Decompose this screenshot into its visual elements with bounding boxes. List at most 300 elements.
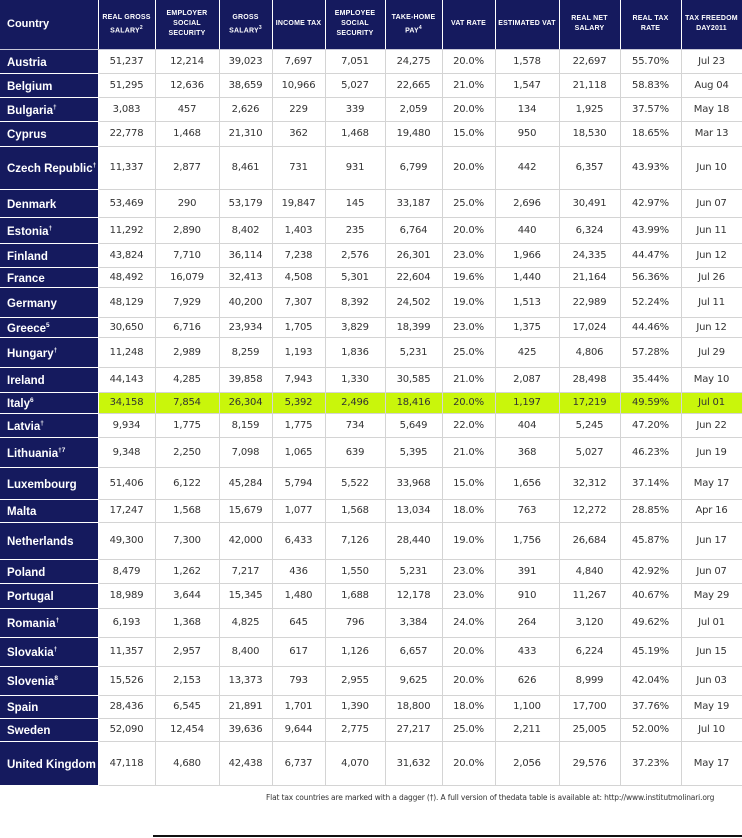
value-cell: 6,122 [155,467,219,499]
value-cell: 20.0% [442,49,495,73]
country-cell [0,637,98,666]
value-cell: 39,858 [219,367,272,392]
value-cell: 8,159 [219,413,272,437]
value-cell: 5,245 [559,413,620,437]
footnote-marker: † [53,346,58,354]
country-cell [0,583,98,608]
value-cell: 264 [495,608,559,637]
value-cell: Jun 22 [681,413,742,437]
value-cell: 11,292 [98,217,155,243]
value-cell: 31,632 [385,741,442,785]
value-cell: 18,399 [385,317,442,337]
value-cell: 8,479 [98,559,155,583]
value-cell: 22,665 [385,73,442,97]
value-cell: 25.0% [442,189,495,217]
value-cell: 32,413 [219,267,272,287]
value-cell: 42,000 [219,522,272,559]
value-cell: 12,636 [155,73,219,97]
value-cell: 18.0% [442,499,495,522]
value-cell: 26,684 [559,522,620,559]
country-name: Czech Republic [7,162,93,175]
value-cell: 26,304 [219,392,272,413]
footnote-marker: †7 [58,446,66,454]
value-cell: 23,934 [219,317,272,337]
value-cell: 44.46% [620,317,681,337]
value-cell: 7,943 [272,367,325,392]
country-cell [0,121,98,146]
country-cell [0,243,98,267]
value-cell: 19.0% [442,522,495,559]
value-cell: 24,275 [385,49,442,73]
value-cell: 425 [495,337,559,367]
value-cell: 45.87% [620,522,681,559]
value-cell: 6,545 [155,695,219,718]
country-name: Ireland [7,374,45,387]
value-cell: 1,568 [325,499,385,522]
value-cell: 6,193 [98,608,155,637]
value-cell: 8,392 [325,287,385,317]
footnote-marker: 6 [30,397,34,405]
value-cell: 42.97% [620,189,681,217]
country-cell [0,437,98,467]
value-cell: 4,806 [559,337,620,367]
column-header-employee-social-security: EMPLOYEE SOCIAL SECURITY [325,0,385,49]
value-cell: 2,955 [325,666,385,695]
value-cell: 1,925 [559,97,620,121]
value-cell: 20.0% [442,666,495,695]
value-cell: 7,098 [219,437,272,467]
value-cell: 17,700 [559,695,620,718]
value-cell: 53,469 [98,189,155,217]
value-cell: 4,840 [559,559,620,583]
value-cell: May 10 [681,367,742,392]
value-cell: 796 [325,608,385,637]
country-cell [0,413,98,437]
country-cell [0,337,98,367]
value-cell: Mar 13 [681,121,742,146]
value-cell: 617 [272,637,325,666]
table-row [0,718,742,741]
table-row [0,49,742,73]
value-cell: 7,697 [272,49,325,73]
value-cell: 4,825 [219,608,272,637]
value-cell: 1,701 [272,695,325,718]
value-cell: 368 [495,437,559,467]
value-cell: 20.0% [442,392,495,413]
value-cell: 5,649 [385,413,442,437]
value-cell: 43,824 [98,243,155,267]
value-cell: 910 [495,583,559,608]
value-cell: 19.0% [442,287,495,317]
value-cell: 52.24% [620,287,681,317]
value-cell: 48,129 [98,287,155,317]
country-cell [0,608,98,637]
value-cell: 21.0% [442,437,495,467]
value-cell: 12,214 [155,49,219,73]
country-cell [0,267,98,287]
table-row [0,499,742,522]
value-cell: 20.0% [442,217,495,243]
value-cell: 51,406 [98,467,155,499]
country-name: Finland [7,250,48,263]
table-row [0,317,742,337]
column-header-tax-freedom-day: TAX FREEDOM DAY2011 [681,0,742,49]
value-cell: 13,034 [385,499,442,522]
value-cell: 4,285 [155,367,219,392]
value-cell: 23.0% [442,583,495,608]
value-cell: 43.99% [620,217,681,243]
value-cell: 1,578 [495,49,559,73]
table-row [0,146,742,189]
value-cell: 1,193 [272,337,325,367]
value-cell: 2,059 [385,97,442,121]
value-cell: 33,968 [385,467,442,499]
value-cell: 7,929 [155,287,219,317]
value-cell: 5,522 [325,467,385,499]
value-cell: 42.04% [620,666,681,695]
value-cell: 734 [325,413,385,437]
country-name: Italy [7,397,31,410]
value-cell: 18.0% [442,695,495,718]
value-cell: 36,114 [219,243,272,267]
value-cell: 931 [325,146,385,189]
value-cell: 52,090 [98,718,155,741]
country-name: Germany [7,297,57,310]
value-cell: 5,301 [325,267,385,287]
value-cell: 23.0% [442,243,495,267]
value-cell: 440 [495,217,559,243]
value-cell: 6,764 [385,217,442,243]
value-cell: 2,211 [495,718,559,741]
value-cell: 21.0% [442,73,495,97]
value-cell: 9,625 [385,666,442,695]
country-cell [0,287,98,317]
value-cell: 45,284 [219,467,272,499]
value-cell: 25.0% [442,718,495,741]
table-row [0,437,742,467]
country-cell [0,499,98,522]
value-cell: 27,217 [385,718,442,741]
value-cell: 46.23% [620,437,681,467]
value-cell: 362 [272,121,325,146]
value-cell: 1,756 [495,522,559,559]
value-cell: 1,550 [325,559,385,583]
value-cell: 28,440 [385,522,442,559]
value-cell: 37.76% [620,695,681,718]
value-cell: 6,324 [559,217,620,243]
value-cell: 7,126 [325,522,385,559]
value-cell: 52.00% [620,718,681,741]
footnote-marker: † [55,617,60,625]
value-cell: 22.0% [442,413,495,437]
value-cell: 5,794 [272,467,325,499]
footnote-marker: † [53,103,57,111]
country-name: Hungary [7,347,54,360]
country-cell [0,189,98,217]
value-cell: 145 [325,189,385,217]
value-cell: 9,644 [272,718,325,741]
value-cell: Jul 10 [681,718,742,741]
value-cell: Jul 26 [681,267,742,287]
value-cell: 433 [495,637,559,666]
value-cell: Jul 29 [681,337,742,367]
value-cell: 12,454 [155,718,219,741]
value-cell: 2,153 [155,666,219,695]
value-cell: 18.65% [620,121,681,146]
value-cell: 17,219 [559,392,620,413]
value-cell: 4,508 [272,267,325,287]
value-cell: 28.85% [620,499,681,522]
value-cell: 3,644 [155,583,219,608]
value-cell: Jun 07 [681,189,742,217]
value-cell: 42.92% [620,559,681,583]
value-cell: 763 [495,499,559,522]
value-cell: 3,120 [559,608,620,637]
value-cell: 7,854 [155,392,219,413]
value-cell: 22,604 [385,267,442,287]
value-cell: 1,656 [495,467,559,499]
table-row [0,392,742,413]
value-cell: 15.0% [442,121,495,146]
value-cell: 2,989 [155,337,219,367]
value-cell: May 19 [681,695,742,718]
value-cell: 7,300 [155,522,219,559]
value-cell: 2,626 [219,97,272,121]
value-cell: 3,083 [98,97,155,121]
value-cell: 11,267 [559,583,620,608]
value-cell: 21.0% [442,367,495,392]
country-name: Belgium [7,80,53,93]
value-cell: 11,248 [98,337,155,367]
value-cell: 442 [495,146,559,189]
value-cell: 8,402 [219,217,272,243]
country-name: Malta [7,505,37,518]
table-row [0,243,742,267]
country-cell [0,559,98,583]
value-cell: 49.59% [620,392,681,413]
value-cell: 26,301 [385,243,442,267]
column-header-employer-social-security: EMPLOYER SOCIAL SECURITY [155,0,219,49]
country-cell [0,146,98,189]
country-name: Romania [7,617,56,630]
value-cell: 33,187 [385,189,442,217]
value-cell: 39,636 [219,718,272,741]
value-cell: 1,568 [155,499,219,522]
value-cell: 19,847 [272,189,325,217]
table-row [0,583,742,608]
value-cell: 2,496 [325,392,385,413]
value-cell: 1,100 [495,695,559,718]
value-cell: 5,027 [325,73,385,97]
value-cell: 2,775 [325,718,385,741]
value-cell: 24,335 [559,243,620,267]
column-header-real-net-salary: REAL NET SALARY [559,0,620,49]
value-cell: 1,197 [495,392,559,413]
country-cell [0,217,98,243]
value-cell: 2,087 [495,367,559,392]
value-cell: 1,468 [155,121,219,146]
value-cell: 57.28% [620,337,681,367]
value-cell: Jun 15 [681,637,742,666]
value-cell: 13,373 [219,666,272,695]
value-cell: 44.47% [620,243,681,267]
value-cell: 44,143 [98,367,155,392]
value-cell: 18,416 [385,392,442,413]
value-cell: 7,307 [272,287,325,317]
value-cell: 24,502 [385,287,442,317]
value-cell: 49,300 [98,522,155,559]
footnote-marker: † [48,224,53,232]
value-cell: 1,836 [325,337,385,367]
table-row [0,217,742,243]
value-cell: 55.70% [620,49,681,73]
value-cell: 29,576 [559,741,620,785]
value-cell: 1,368 [155,608,219,637]
country-cell [0,666,98,695]
value-cell: 2,957 [155,637,219,666]
value-cell: 21,164 [559,267,620,287]
value-cell: 16,079 [155,267,219,287]
country-name: Netherlands [7,535,74,548]
table-row [0,121,742,146]
country-cell [0,97,98,121]
value-cell: 21,310 [219,121,272,146]
value-cell: 20.0% [442,146,495,189]
table-row [0,267,742,287]
value-cell: 1,775 [272,413,325,437]
value-cell: 19,480 [385,121,442,146]
value-cell: 32,312 [559,467,620,499]
column-header-take-home-pay: TAKE-HOME PAY$^4$ [385,0,442,49]
value-cell: 1,375 [495,317,559,337]
table-row [0,522,742,559]
value-cell: 17,247 [98,499,155,522]
value-cell: 51,295 [98,73,155,97]
value-cell: 30,585 [385,367,442,392]
value-cell: 950 [495,121,559,146]
value-cell: Jun 11 [681,217,742,243]
value-cell: 51,237 [98,49,155,73]
value-cell: 37.57% [620,97,681,121]
value-cell: 7,710 [155,243,219,267]
footnote-marker: 8 [54,675,58,683]
value-cell: 2,877 [155,146,219,189]
value-cell: 8,461 [219,146,272,189]
footnote-marker: † [53,646,58,654]
value-cell: 4,070 [325,741,385,785]
value-cell: 28,436 [98,695,155,718]
footnote: Flat tax countries are marked with a dagger (†). A full version of thedata table is available at: http://www.institutmolinari.org [266,793,715,802]
value-cell: 1,547 [495,73,559,97]
value-cell: 290 [155,189,219,217]
value-cell: Jun 12 [681,243,742,267]
value-cell: 38,659 [219,73,272,97]
column-header-estimated-vat: ESTIMATED VAT [495,0,559,49]
value-cell: 15,345 [219,583,272,608]
value-cell: 42,438 [219,741,272,785]
column-header-income-tax: INCOME TAX [272,0,325,49]
value-cell: 40,200 [219,287,272,317]
value-cell: 35.44% [620,367,681,392]
value-cell: 134 [495,97,559,121]
value-cell: Jun 12 [681,317,742,337]
value-cell: 45.19% [620,637,681,666]
value-cell: 457 [155,97,219,121]
value-cell: 18,800 [385,695,442,718]
value-cell: 21,891 [219,695,272,718]
value-cell: Jul 23 [681,49,742,73]
value-cell: 23.0% [442,317,495,337]
table-row [0,559,742,583]
value-cell: May 17 [681,467,742,499]
header-row [0,0,742,49]
country-cell [0,467,98,499]
value-cell: 731 [272,146,325,189]
country-cell [0,522,98,559]
value-cell: 5,231 [385,559,442,583]
value-cell: 6,224 [559,637,620,666]
value-cell: 49.62% [620,608,681,637]
country-name: Lithuania [7,447,59,460]
value-cell: 12,272 [559,499,620,522]
value-cell: 2,890 [155,217,219,243]
value-cell: 11,337 [98,146,155,189]
value-cell: 6,357 [559,146,620,189]
value-cell: 1,390 [325,695,385,718]
value-cell: 25,005 [559,718,620,741]
value-cell: Jun 19 [681,437,742,467]
value-cell: 47.20% [620,413,681,437]
value-cell: 28,498 [559,367,620,392]
country-name: Estonia [7,225,49,238]
country-cell [0,49,98,73]
value-cell: 15,679 [219,499,272,522]
value-cell: 6,799 [385,146,442,189]
value-cell: 53,179 [219,189,272,217]
country-name: Slovenia [7,675,55,688]
country-cell [0,317,98,337]
country-cell [0,741,98,785]
value-cell: 18,989 [98,583,155,608]
value-cell: May 18 [681,97,742,121]
column-header-vat-rate: VAT RATE [442,0,495,49]
value-cell: 19.6% [442,267,495,287]
column-header-country: Country [0,0,98,49]
value-cell: 8,400 [219,637,272,666]
value-cell: 2,576 [325,243,385,267]
value-cell: 34,158 [98,392,155,413]
table-row [0,367,742,392]
value-cell: 1,705 [272,317,325,337]
value-cell: 391 [495,559,559,583]
value-cell: 4,680 [155,741,219,785]
value-cell: 37.14% [620,467,681,499]
value-cell: 436 [272,559,325,583]
value-cell: 626 [495,666,559,695]
value-cell: 47,118 [98,741,155,785]
table-row [0,413,742,437]
value-cell: 22,697 [559,49,620,73]
table-row [0,695,742,718]
country-name: Spain [7,701,39,714]
value-cell: Aug 04 [681,73,742,97]
value-cell: 1,480 [272,583,325,608]
value-cell: 7,051 [325,49,385,73]
value-cell: 229 [272,97,325,121]
country-name: Luxembourg [7,478,77,491]
value-cell: 1,403 [272,217,325,243]
value-cell: 30,491 [559,189,620,217]
